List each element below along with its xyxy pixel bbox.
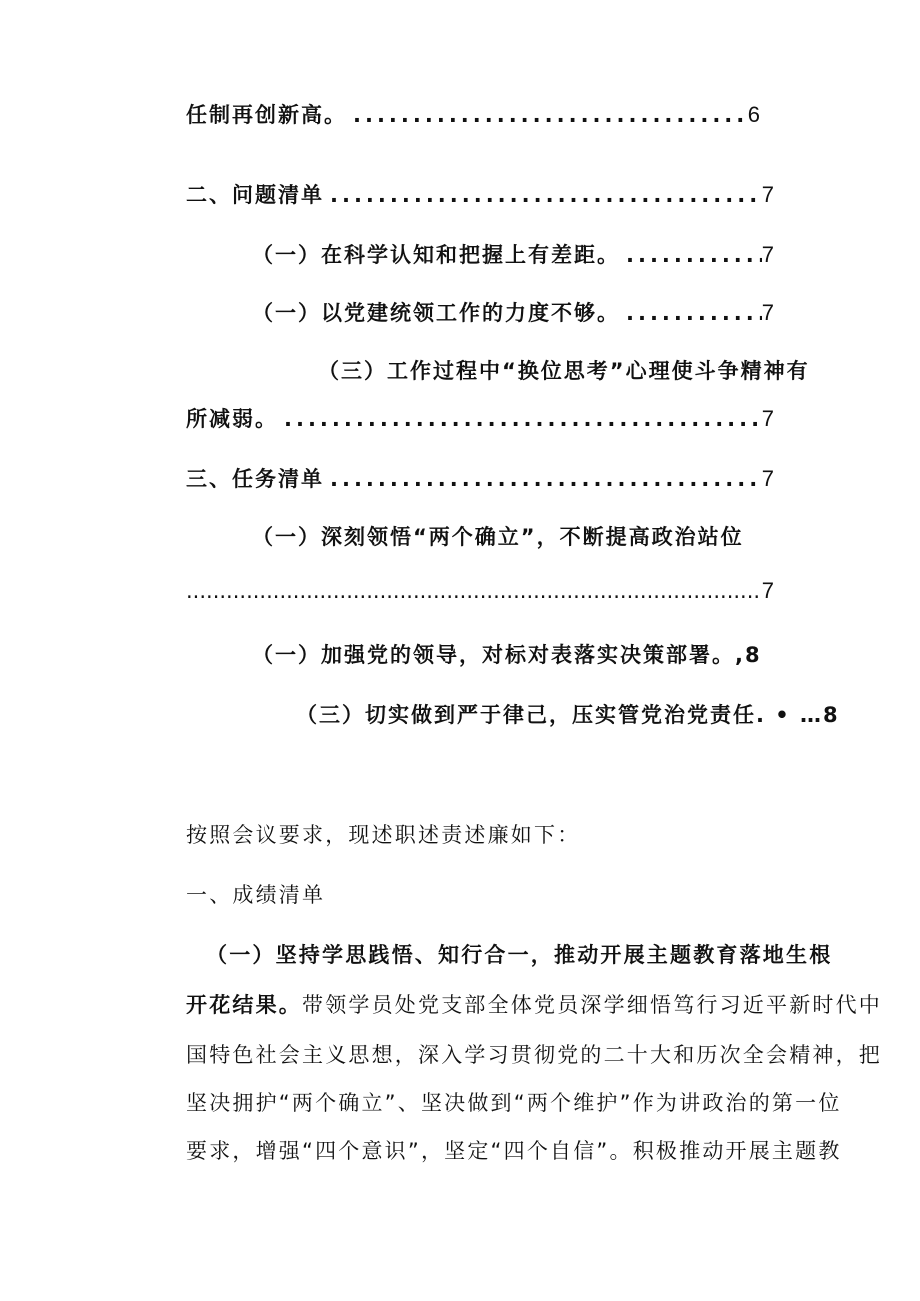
toc-leader-dots [626, 240, 762, 270]
toc-entry-text: 所减弱。 [186, 407, 278, 431]
toc-entry [186, 576, 774, 606]
toc-leader-dots [284, 404, 762, 434]
toc-entry-text: 二、问题清单 [186, 183, 324, 207]
toc-entry-text: （一）深刻领悟“两个确立”，不断提高政治站位 [252, 525, 744, 549]
toc-entry-text: （一）在科学认知和把握上有差距。 [252, 243, 620, 267]
paragraph-heading-text: （一）坚持学思践悟、知行合一，推动开展主题教育落地生根 [206, 943, 833, 967]
toc-entry [252, 240, 774, 270]
toc-entry [186, 464, 774, 494]
toc-entry [186, 404, 774, 434]
toc-entry-text: （三）工作过程中“换位思考”心理使斗争精神有 [318, 359, 810, 383]
toc-entry [186, 180, 774, 210]
paragraph-line [186, 990, 882, 1020]
paragraph-heading-text: 开花结果。 [186, 993, 302, 1017]
paragraph-line: 坚决拥护“两个确立”、坚决做到“两个维护”作为讲政治的第一位 [186, 1091, 842, 1115]
paragraph-line [206, 940, 832, 970]
paragraph-text: 带领学员处党支部全体党员深学细悟笃行习近平新时代中 [302, 993, 882, 1017]
toc-leader-dots [626, 298, 762, 328]
paragraph-line: 要求，增强“四个意识”，坚定“四个自信”。积极推动开展主题教 [186, 1139, 842, 1163]
toc-entry [186, 100, 760, 130]
toc-page-number: 7 [761, 466, 774, 491]
toc-leader-dots [186, 576, 762, 606]
toc-page-number: 7 [761, 242, 774, 267]
toc-entry [252, 298, 774, 328]
toc-page-number: 7 [761, 182, 774, 207]
toc-entry-text: （三）切实做到严于律己，压实管党治党责任. • …8 [296, 703, 840, 727]
toc-page-number: 7 [761, 300, 774, 325]
intro-text: 按照会议要求，现述职述责述廉如下： [186, 823, 581, 847]
paragraph-line: 国特色社会主义思想，深入学习贯彻党的二十大和历次全会精神，把 [186, 1043, 882, 1067]
section-heading: 一、成绩清单 [186, 883, 326, 907]
toc-leader-dots [353, 100, 748, 130]
toc-entry-text: 任制再创新高。 [186, 103, 347, 127]
toc-leader-dots [330, 464, 762, 494]
toc-entry-text: 三、任务清单 [186, 467, 324, 491]
toc-entry-text: （一）加强党的领导，对标对表落实决策部署。,8 [252, 643, 762, 667]
toc-leader-dots [330, 180, 762, 210]
toc-page-number: 7 [761, 578, 774, 603]
toc-page-number: 6 [747, 102, 760, 127]
toc-page-number: 7 [761, 406, 774, 431]
toc-entry-text: （一）以党建统领工作的力度不够。 [252, 301, 620, 325]
